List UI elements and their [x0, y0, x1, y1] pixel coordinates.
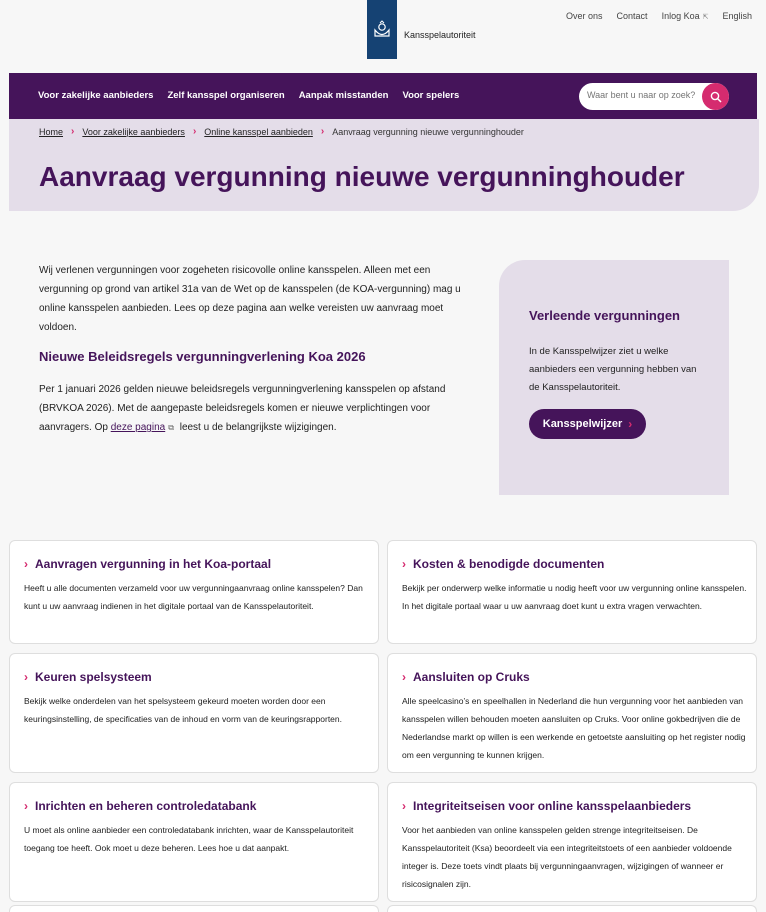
chevron-right-icon: ›	[192, 126, 197, 137]
card-title: Aansluiten op Cruks	[413, 670, 530, 684]
card-text: Heeft u alle documenten verzameld voor uw vergunningaanvraag online kansspelen? Dan kunt u uw aanvraag indienen in het digitale portaal van de Kansspelautoriteit.	[24, 583, 363, 611]
card-title: Kosten & benodigde documenten	[413, 557, 605, 571]
chevron-right-icon: ›	[402, 799, 406, 813]
breadcrumb	[39, 126, 524, 137]
card-title: Integriteitseisen voor online kansspelaanbieders	[413, 799, 692, 813]
link-label: Contact	[616, 11, 648, 21]
link-label: Inlog Koa	[661, 11, 700, 21]
card-controledatabank[interactable]	[9, 782, 379, 902]
deze-pagina-link[interactable]: deze pagina	[110, 422, 166, 433]
card-text: Alle speelcasino’s en speelhallen in Nederland die hun vergunning voor het aanbieden van kansspelen willen behouden moeten aansluiten op Cruks. Voor online gokbedrijven die de Nederlandse markt op willen is een werkende en getoetste aansluiting op het register nodig om een vergunning te kunnen krijgen.	[402, 696, 746, 760]
card-text: Bekijk welke onderdelen van het spelsysteem gekeurd moeten worden door een keuringsinstelling, de specificaties van de inhoud en vorm van de keuringsrapporten.	[24, 696, 342, 724]
page-title: Aanvraag vergunning nieuwe vergunninghouder	[39, 161, 685, 192]
link-inlog-koa[interactable]	[662, 11, 709, 21]
chevron-right-icon: ›	[320, 126, 325, 137]
card-partial[interactable]	[387, 905, 757, 912]
breadcrumb-zakelijke-aanbieders[interactable]: Voor zakelijke aanbieders	[82, 126, 185, 137]
nav-item-zakelijke-aanbieders[interactable]: Voor zakelijke aanbieders	[38, 90, 154, 101]
chevron-right-icon: ›	[402, 670, 406, 684]
top-bar	[0, 0, 766, 62]
chevron-right-icon: ›	[24, 557, 28, 571]
chevron-right-icon: ›	[24, 670, 28, 684]
chevron-right-icon: ›	[71, 126, 75, 137]
link-label: Over ons	[566, 11, 603, 21]
logo-text[interactable]: Kansspelautoriteit	[404, 30, 476, 40]
link-over-ons[interactable]	[566, 11, 603, 21]
breadcrumb-home[interactable]: Home	[39, 126, 64, 137]
card-aanvragen-vergunning[interactable]	[9, 540, 379, 644]
card-text: Bekijk per onderwerp welke informatie u nodig heeft voor uw vergunning online kansspelen. In het digitale portaal waar u uw aanvraag doet kunt u extra vragen verwachten.	[402, 583, 747, 611]
external-link-icon: ⧉	[168, 423, 174, 432]
card-text: Voor het aanbieden van online kansspelen gelden strenge integriteitseisen. De Kansspelautoriteit (Ksa) beoordeelt via een integriteitstoets of een aanbieder voldoende integer is. Deze toets vindt plaats bij vergunningaanvragen, wijzigingen of wanneer er risicosignalen zijn.	[402, 825, 732, 889]
nav-item-zelf-kansspel[interactable]: Zelf kansspel organiseren	[167, 90, 285, 101]
chevron-right-icon: ›	[402, 557, 406, 571]
breadcrumb-current: Aanvraag vergunning nieuwe vergunninghouder	[332, 126, 524, 137]
side-card	[499, 260, 729, 495]
paragraph-text: Per 1 januari 2026 gelden nieuwe beleidsregels vergunningverlening kansspelen op afstand (BRVKOA 2026). Met de aangepaste beleidsregels komen er nieuwe verplichtingen voor aanvragers. Op	[39, 384, 446, 433]
sub-heading: Nieuwe Beleidsregels vergunningverlening Koa 2026	[39, 349, 366, 364]
search-input[interactable]	[587, 90, 697, 100]
card-aansluiten-cruks[interactable]	[387, 653, 757, 773]
search-button[interactable]	[702, 83, 729, 110]
chevron-right-icon: ›	[24, 799, 28, 813]
card-partial[interactable]	[9, 905, 379, 912]
breadcrumb-online-kansspel[interactable]: Online kansspel aanbieden	[204, 126, 313, 137]
paragraph-text: leest u de belangrijkste wijzigingen.	[176, 422, 337, 433]
card-title: Aanvragen vergunning in het Koa-portaal	[35, 557, 272, 571]
logo[interactable]	[367, 0, 397, 59]
card-kosten-documenten[interactable]	[387, 540, 757, 644]
side-card-text: In de Kansspelwijzer ziet u welke aanbieders een vergunning hebben van de Kansspelautoriteit.	[529, 346, 697, 393]
nav-item-voor-spelers[interactable]: Voor spelers	[402, 90, 460, 101]
external-link-icon: ⇱	[702, 14, 709, 21]
kansspelwijzer-button[interactable]	[529, 409, 646, 439]
intro-paragraph: Wij verlenen vergunningen voor zogeheten risicovolle online kansspelen. Alleen met een vergunning op grond van artikel 31a van de Wet op de kansspelen (de KOA-vergunning) mag u online kansspelen aanbieden. Lees op deze pagina aan welke vereisten uw aanvraag moet voldoen.	[39, 265, 461, 333]
link-contact[interactable]	[617, 11, 648, 21]
search-box	[579, 83, 729, 110]
link-english[interactable]	[722, 11, 752, 21]
link-label: English	[722, 11, 752, 21]
side-card-title: Verleende vergunningen	[529, 308, 680, 323]
card-title: Keuren spelsysteem	[35, 670, 152, 684]
button-label: Kansspelwijzer	[542, 418, 623, 430]
intro-paragraph-2	[39, 380, 479, 437]
card-title: Inrichten en beheren controledatabank	[35, 799, 257, 813]
coat-of-arms-icon	[371, 19, 393, 41]
card-integriteitseisen[interactable]	[387, 782, 757, 902]
card-text: U moet als online aanbieder een controledatabank inrichten, waar de Kansspelautoriteit toegang toe heeft. Ook moet u deze beheren. Lees hoe u dat aanpakt.	[24, 825, 354, 853]
nav-item-aanpak-misstanden[interactable]: Aanpak misstanden	[298, 90, 389, 101]
main-navigation	[9, 73, 757, 119]
utility-links	[566, 11, 752, 21]
card-keuren-spelsysteem[interactable]	[9, 653, 379, 773]
page-header	[9, 119, 759, 211]
chevron-right-icon: ›	[628, 417, 633, 431]
search-icon	[710, 91, 722, 103]
